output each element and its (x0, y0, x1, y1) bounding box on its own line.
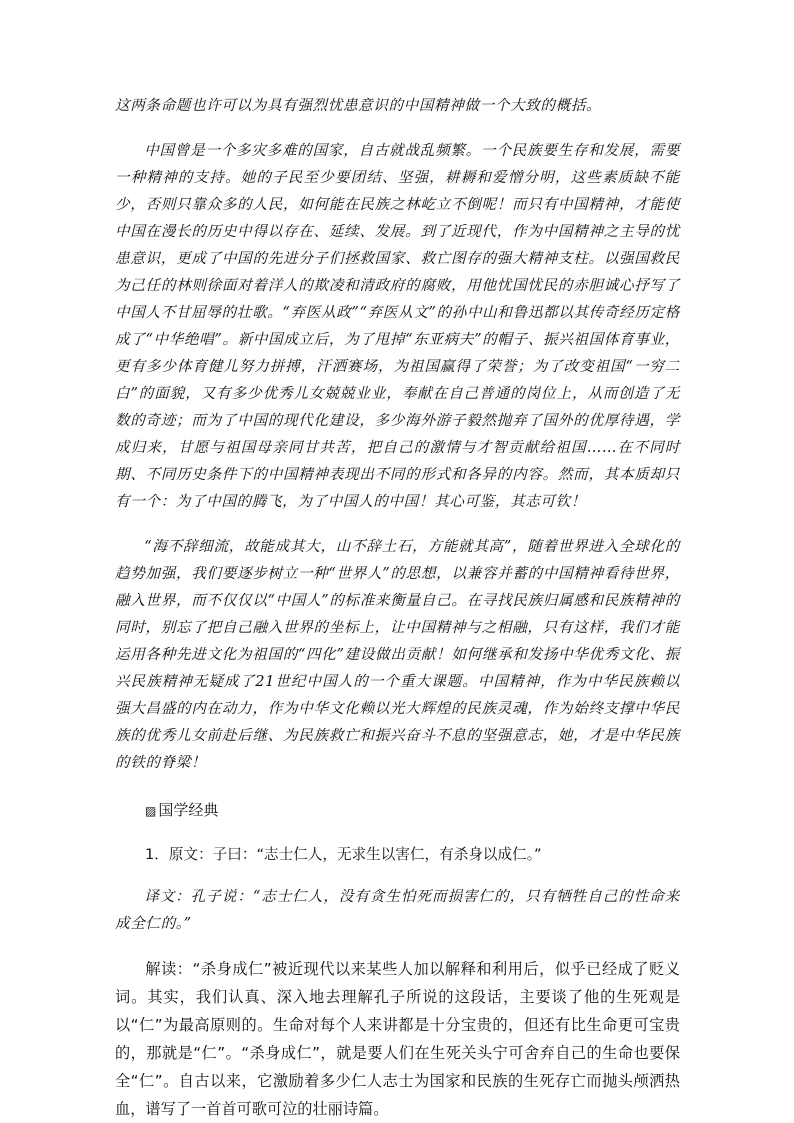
history-paragraph: 中国曾是一个多灾多难的国家，自古就战乱频繁。一个民族要生存和发展，需要一种精神的支持。她的子民至少要团结、坚强，耕耨和爱憎分明，这些素质缺不能少，否则只靠众多的人民，如何能在民族之林屹立不倒呢！而只有中国精神，才能使中国在漫长的历史中得以存在、延续、发展。到了近现代，作为中国精神之主导的忧患意识，更成了中国的先进分子们拯救国家、救亡图存的强大精神支柱。以强国救民为己任的林则徐面对着洋人的欺凌和清政府的腐败，用他忧国忧民的赤胆诚心抒写了中国人不甘屈辱的壮歌。“弃医从政”“弃医从文”的孙中山和鲁迅都以其传奇经历定格成了“中华绝唱”。新中国成立后，为了甩掉“东亚病夫”的帽子、振兴祖国体育事业，更有多少体育健儿努力拼搏，汗洒赛场，为祖国赢得了荣誉；为了改变祖国“一穷二白”的面貌，又有多少优秀儿女兢兢业业，奉献在自己普通的岗位上，从而创造了无数的奇迹；而为了中国的现代化建设，多少海外游子毅然抛弃了国外的优厚待遇，学成归来，甘愿与祖国母亲同甘共苦，把自己的激情与才智贡献给祖国……在不同时期、不同历史条件下的中国精神表现出不同的形式和各异的内容。然而，其本质却只有一个：为了中国的腾飞，为了中国人的中国！其心可鉴，其志可钦！ (115, 142, 680, 510)
intro-paragraph: 这两条命题也许可以为具有强烈忧患意识的中国精神做一个大致的概括。 (115, 97, 602, 114)
world-paragraph: “海不辞细流，故能成其大，山不辞土石，方能就其高”，随着世界进入全球化的趋势加强，我们要逐步树立一种“世界人”的思想，以兼容并蓄的中国精神看待世界，融入世界，而不仅仅以“中国人”的标准来衡量自己。在寻找民族归属感和民族精神的同时，别忘了把自己融入世界的坐标上，让中国精神与之相融，只有这样，我们才能运用各种先进文化为祖国的“四化”建设做出贡献！如何继承和发扬中华优秀文化、振兴民族精神无疑成了21世纪中国人的一个重大课题。中国精神，作为中华民族赖以强大昌盛的内在动力，作为中华文化赖以光大辉煌的民族灵魂，作为始终支撑中华民族的优秀儿女前赴后继、为民族救亡和振兴奋斗不息的坚强意志，她，才是中华民族的铁的脊梁！ (115, 538, 680, 771)
section-mark-icon: ▨ (145, 804, 157, 818)
explanation-paragraph: 解读：“杀身成仁”被近现代以来某些人加以解释和利用后，似乎已经成了贬义词。其实，我们认真、深入地去理解孔子所说的这段话，主要谈了他的生死观是以“仁”为最高原则的。生命对每个人来讲都是十分宝贵的，但还有比生命更可宝贵的，那就是“仁”。“杀身成仁”，就是要人们在生死关头宁可舍弃自己的生命也要保全“仁”。自古以来，它激励着多少仁人志士为国家和民族的生死存亡而抛头颅洒热血，谱写了一首首可歌可泣的壮丽诗篇。 (115, 960, 680, 1118)
section-heading (145, 798, 680, 823)
translation-paragraph: 译文：孔子说：“志士仁人，没有贪生怕死而损害仁的，只有牺牲自己的性命来成全仁的。” (115, 888, 680, 932)
quote-label: 1．原文： (145, 846, 213, 863)
classic-quote (145, 843, 680, 867)
document-body (115, 92, 680, 1123)
section-heading-text: 国学经典 (158, 801, 219, 819)
quote-text: 子曰：“志士仁人，无求生以害仁，有杀身以成仁。” (212, 846, 542, 863)
